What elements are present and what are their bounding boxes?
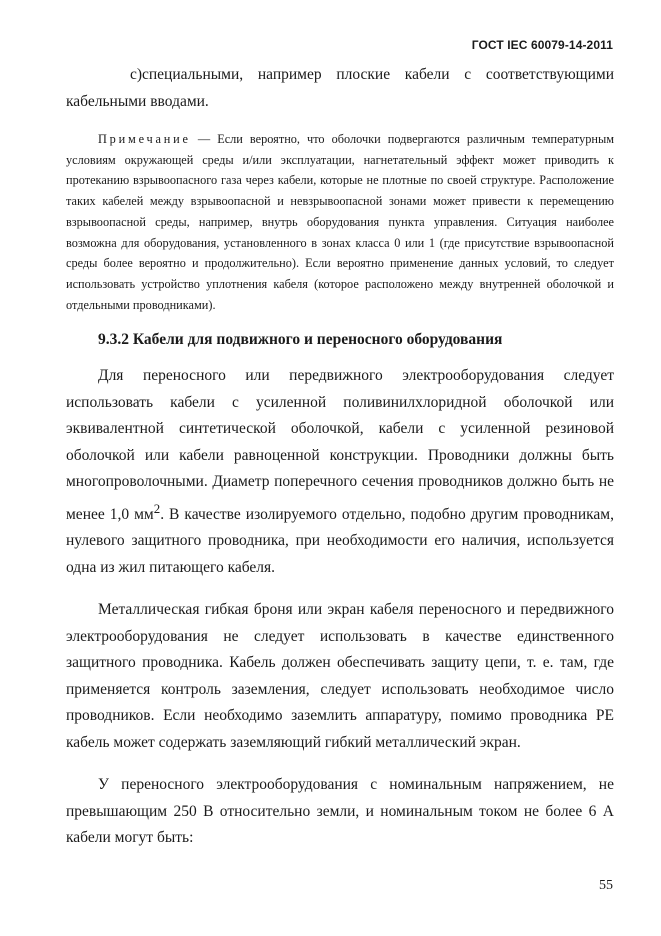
paragraph-1-text-continued: . В качестве изолируемого отдельно, подобно другим проводникам, нулевого защитного проводника, при необходимости его наличия, используется одна из жил питающего кабеля.: [66, 505, 614, 576]
list-item-c: [66, 62, 614, 115]
section-paragraph-3: У переносного электрооборудования с номинальным напряжением, не превышающим 250 В относительно земли, и номинальным током не более 6 А кабели могут быть:: [66, 776, 614, 847]
paragraph-1-text: Для переносного или передвижного электрооборудования следует использовать кабели с усиленной поливинилхлоридной оболочкой или эквивалентной синтетической оболочкой, кабели с усиленной резиновой оболочкой или кабели равноценной конструкции. Проводники должны быть многопроволочными. Диаметр поперечного сечения проводников должно быть не менее 1,0 мм: [66, 367, 614, 523]
section-paragraph-2: Металлическая гибкая броня или экран кабеля переносного и передвижного электрооборудования не следует использовать в качестве единственного защитного проводника. Кабель должен обеспечивать защиту цепи, т. е. там, где применяется контроль заземления, следует использовать необходимое число проводников. Если необходимо заземлить аппаратуру, помимо проводника PE кабель может содержать заземляющий гибкий металлический экран.: [66, 601, 614, 751]
note-paragraph: [66, 129, 614, 315]
note-label: Примечание: [98, 132, 191, 146]
list-item-text: специальными, например плоские кабели с соответствующими кабельными вводами.: [66, 66, 614, 110]
page-number: 55: [599, 878, 613, 893]
list-item-marker: c): [130, 66, 143, 83]
superscript-two: 2: [153, 500, 161, 516]
note-text: Если вероятно, что оболочки подвергаются различным температурным условиям окружающей среды и/или эксплуатации, нагнетательный эффект может приводить к протеканию взрывоопасного газа через кабели, которые не плотные по своей структуре. Расположение таких кабелей между взрывоопасной и невзрывоопасной зонами может привести к перемещению взрывоопасной среды, например, внутрь оборудования пункта управления. Ситуация наиболее возможна для оборудования, установленного в зонах класса 0 или 1 (где присутствие взрывоопасной среды более вероятно и продолжительно). Если вероятно применение данных условий, то следует использовать устройство уплотнения кабеля (которое расположено между внутренней оболочкой и отдельными проводниками).: [66, 132, 615, 312]
note-dash: —: [190, 132, 218, 146]
document-body: [66, 62, 614, 852]
section-heading: 9.3.2 Кабели для подвижного и переносного оборудования: [98, 331, 503, 349]
document-standard-header: ГОСТ IEC 60079-14-2011: [471, 38, 613, 52]
section-paragraph-1: [66, 363, 614, 581]
